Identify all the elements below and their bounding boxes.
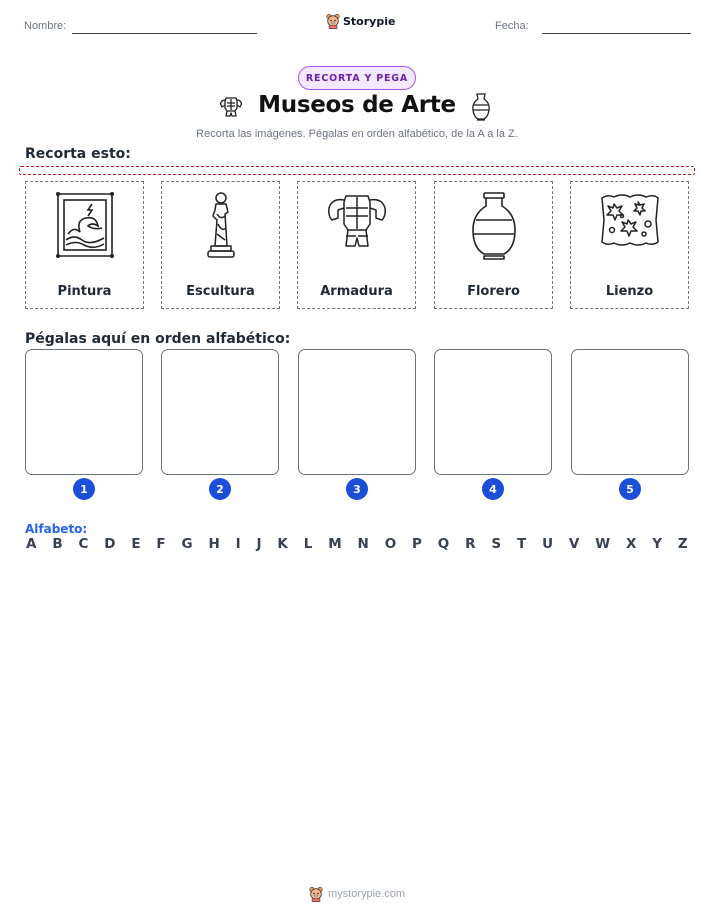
- card-label: Armadura: [320, 284, 393, 299]
- alphabet-letter: B: [52, 536, 63, 552]
- date-label: Fecha:: [495, 20, 529, 32]
- page-title: Museos de Arte: [258, 92, 456, 118]
- card-label: Escultura: [186, 284, 255, 299]
- alphabet-letter: W: [595, 536, 611, 552]
- cut-section-title: Recorta esto:: [25, 146, 131, 162]
- alphabet-letter: N: [357, 536, 369, 552]
- footer: [0, 886, 714, 902]
- alphabet-letter: O: [384, 536, 397, 552]
- alphabet-letter: L: [303, 536, 313, 552]
- slot-number-4: 4: [482, 478, 504, 500]
- alphabet-row: [26, 536, 688, 552]
- footer-url[interactable]: mystorypie.com: [327, 888, 406, 900]
- alphabet-letter: Q: [437, 536, 450, 552]
- card-label: Florero: [467, 284, 520, 299]
- alphabet-letter: X: [625, 536, 637, 552]
- canvas-icon: [598, 190, 662, 252]
- alphabet-letter: Z: [677, 536, 688, 552]
- alphabet-letter: V: [568, 536, 580, 552]
- cut-card-escultura[interactable]: [161, 181, 280, 309]
- alphabet-letter: J: [256, 536, 262, 552]
- painting-icon: [54, 190, 116, 260]
- cut-card-lienzo[interactable]: [570, 181, 689, 309]
- slot-number-1: 1: [73, 478, 95, 500]
- cut-card-pintura[interactable]: [25, 181, 144, 309]
- paste-section-title: Pégalas aquí en orden alfabético:: [25, 331, 291, 347]
- alphabet-letter: A: [26, 536, 37, 552]
- slot-number-5: 5: [619, 478, 641, 500]
- slot-number-3: 3: [346, 478, 368, 500]
- alphabet-letter: U: [542, 536, 554, 552]
- alphabet-letter: G: [181, 536, 193, 552]
- alphabet-letter: S: [491, 536, 502, 552]
- vase-icon: [470, 92, 492, 122]
- alphabet-label: Alfabeto:: [25, 522, 88, 536]
- instructions: Recorta las imágenes. Pégalas en orden alfabético, de la A a la Z.: [196, 128, 518, 140]
- activity-badge: RECORTA Y PEGA: [298, 66, 416, 90]
- paste-box-2[interactable]: [161, 349, 279, 475]
- armor-icon: [324, 190, 390, 254]
- cut-card-armadura[interactable]: [297, 181, 416, 309]
- date-line[interactable]: [542, 33, 691, 34]
- paste-box-5[interactable]: [571, 349, 689, 475]
- cut-card-florero[interactable]: [434, 181, 553, 309]
- paste-box-3[interactable]: [298, 349, 416, 475]
- alphabet-letter: F: [156, 536, 166, 552]
- alphabet-letter: R: [465, 536, 476, 552]
- alphabet-letter: T: [517, 536, 527, 552]
- name-line[interactable]: [72, 33, 257, 34]
- alphabet-letter: I: [235, 536, 241, 552]
- vase-icon: [470, 190, 518, 262]
- storypie-logo-icon: [326, 13, 340, 29]
- alphabet-letter: D: [104, 536, 116, 552]
- name-label: Nombre:: [24, 20, 67, 32]
- sculpture-icon: [201, 190, 241, 264]
- alphabet-letter: H: [208, 536, 220, 552]
- card-label: Pintura: [57, 284, 112, 299]
- alphabet-letter: Y: [652, 536, 663, 552]
- alphabet-letter: C: [78, 536, 89, 552]
- alphabet-letter: P: [412, 536, 422, 552]
- paste-box-1[interactable]: [25, 349, 143, 475]
- slot-number-2: 2: [209, 478, 231, 500]
- brand: [326, 13, 395, 29]
- cut-line: [19, 166, 695, 175]
- brand-name: Storypie: [343, 14, 396, 28]
- alphabet-letter: K: [277, 536, 288, 552]
- alphabet-letter: M: [328, 536, 342, 552]
- card-label: Lienzo: [605, 284, 654, 299]
- paste-box-4[interactable]: [434, 349, 552, 475]
- alphabet-letter: E: [131, 536, 141, 552]
- storypie-logo-icon: [309, 886, 323, 902]
